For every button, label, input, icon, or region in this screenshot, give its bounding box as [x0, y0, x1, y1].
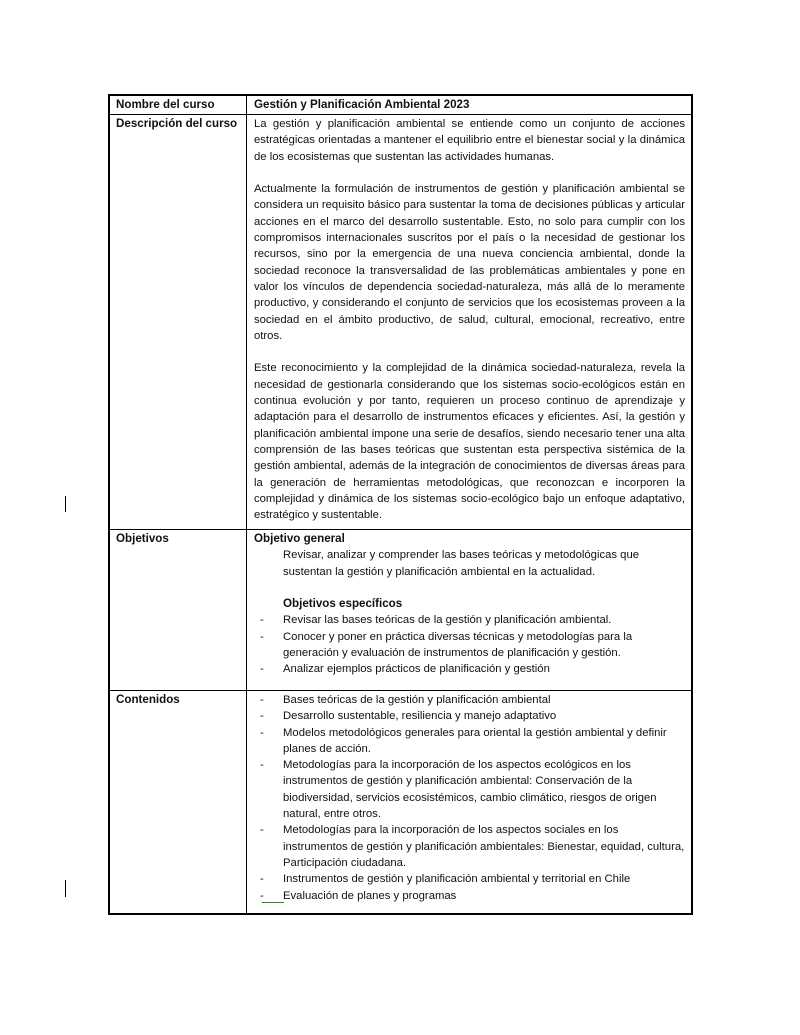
description	[247, 115, 691, 529]
row-course-name	[110, 96, 691, 114]
description-paragraph: La gestión y planificación ambiental se entiende como un conjunto de acciones estratégicas orientadas a mantener el equilibrio entre el bienestar social y la dinámica de los ecosistemas que sustentan las actividades humanas.	[254, 118, 685, 163]
list-item: - Metodologías para la incorporación de los aspectos sociales en los instrumentos de gestión y planificación ambientales: Bienestar, equidad, cultura, Participación ciudadana.	[260, 824, 685, 869]
row-contents	[110, 690, 691, 913]
list-item: - Bases teóricas de la gestión y planificación ambiental	[260, 694, 551, 706]
objectives	[247, 530, 691, 690]
general-objective: Revisar, analizar y comprender las bases teóricas y metodológicas que sustentan la gestión y planificación ambiental en la actualidad.	[283, 549, 640, 578]
list-item: - Modelos metodológicos generales para oriental la gestión ambiental y definir planes de acción.	[260, 726, 667, 755]
list-item: - Revisar las bases teóricas de la gestión y planificación ambiental.	[260, 614, 612, 627]
specific-objectives-heading: Objetivos específicos	[283, 597, 403, 611]
objectives-label: Objetivos	[110, 530, 247, 690]
contents-label: Contenidos	[110, 691, 247, 913]
list-item: - Instrumentos de gestión y planificación ambiental y territorial en Chile	[260, 873, 631, 886]
list-item: - Analizar ejemplos prácticos de planificación y gestión	[260, 663, 550, 676]
course-table	[108, 94, 693, 915]
description-label: Descripción del curso	[110, 115, 247, 529]
course-name-label: Nombre del curso	[110, 96, 247, 114]
description-paragraph: Este reconocimiento y la complejidad de la dinámica sociedad-naturaleza, revela la necesidad de gestionarla considerando que los sistemas socio-ecológicos están en continua evolución y por tanto, requieren un proceso continuo de aprendizaje y adaptación para el desarrollo de instrumentos eficaces y eficientes. Así, la gestión y planificación ambiental impone una serie de desafíos, siendo necesario tener una alta comprensión de las bases teóricas que sustentan esta perspectiva sistémica de la gestión ambiental, además de la integración de conocimientos de diversas áreas para la generación de herramientas metodológicas, que reconozcan e incorporen la complejidad y dinámica de los sistemas socio-ecológico bajo un enfoque adaptativo, estratégico y sustentable.	[254, 362, 685, 522]
contents	[247, 691, 691, 913]
specific-objectives-list	[254, 612, 685, 677]
row-description	[110, 114, 691, 529]
row-objectives	[110, 529, 691, 690]
change-bar	[65, 880, 66, 897]
general-objective-heading: Objetivo general	[254, 532, 345, 545]
contents-list	[254, 692, 685, 904]
description-paragraph: Actualmente la formulación de instrumentos de gestión y planificación ambiental se considera un requisito básico para sustentar la toma de decisiones públicas y articular acciones en el marco del desarrollo sustentable. Esto, no solo para cumplir con los compromisos internacionales suscritos por el país o la necesidad de gestionar los recursos, sino por la emergencia de una nueva conciencia ambiental, donde la sociedad reconoce la transversalidad de las problemáticas ambientales y pone en valor los vínculos de dependencia sociedad-naturaleza, más allá de lo meramente productivo, y considerando el conjunto de servicios que los ecosistemas proveen a la sociedad en el ámbito productivo, de salud, cultural, emocional, recreativo, entre otros.	[254, 183, 685, 342]
tracked-change-underline	[262, 902, 284, 903]
list-item: - Conocer y poner en práctica diversas técnicas y metodologías para la generación y evaluación de instrumentos de planificación y gestión.	[260, 630, 633, 660]
list-item: - Evaluación de planes y programas	[260, 889, 457, 902]
change-bar	[65, 496, 66, 512]
list-item: - Desarrollo sustentable, resiliencia y manejo adaptativo	[260, 710, 557, 723]
course-name: Gestión y Planificación Ambiental 2023	[254, 98, 470, 111]
list-item: - Metodologías para la incorporación de los aspectos ecológicos en los instrumentos de gestión y planificación ambiental: Conservación de la biodiversidad, servicios ecosistémicos, cambio climático, riesgos de origen natural, entre otros.	[260, 759, 657, 821]
